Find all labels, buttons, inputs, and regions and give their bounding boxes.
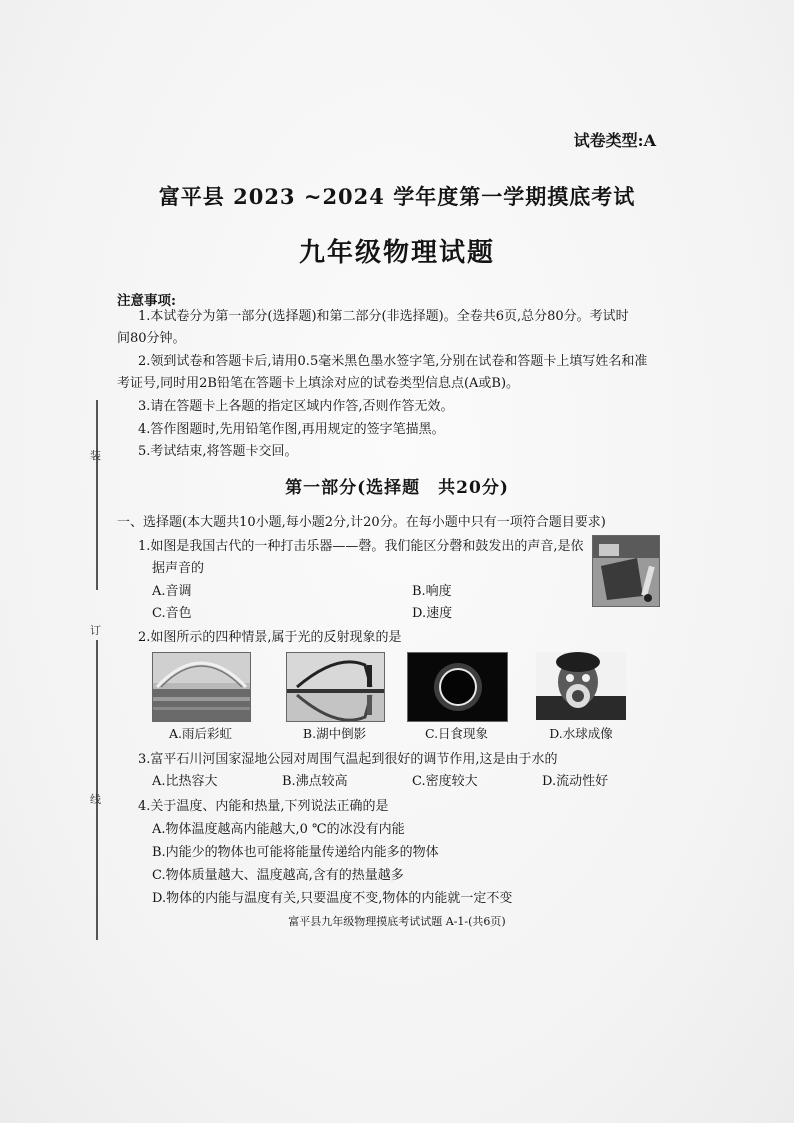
question-3-option-b: B.沸点较高 [282,774,348,789]
binding-line [96,640,98,940]
section-instruction: 一、选择题(本大题共10小题,每小题2分,计20分。在每小题中只有一项符合题目要求) [117,515,606,530]
question-3-option-c: C.密度较大 [412,774,478,789]
question-1-option-c: C.音色 [152,606,192,621]
note-line: 5.考试结束,将答题卡交回。 [138,444,298,459]
question-4-option-a: A.物体温度越高内能越大,0 ℃的冰没有内能 [152,822,405,837]
question-3-option-d: D.流动性好 [542,774,609,789]
question-2-caption-b: B.湖中倒影 [302,726,367,741]
question-4-option-b: B.内能少的物体也可能将能量传递给内能多的物体 [152,845,439,860]
question-3-option-a: A.比热容大 [152,774,218,789]
question-1-option-b: B.响度 [412,584,452,599]
question-1-stem: 据声音的 [152,561,205,576]
question-2-caption-c: C.日食现象 [424,726,489,741]
question-2-caption-a: A.雨后彩虹 [168,726,232,741]
notes-heading: 注意事项: [117,293,176,309]
water-ball-image [536,652,626,720]
note-line: 考证号,同时用2B铅笔在答题卡上填涂对应的试卷类型信息点(A或B)。 [117,376,520,391]
note-line: 1.本试卷分为第一部分(选择题)和第二部分(非选择题)。全卷共6页,总分80分。考试时 [138,309,629,324]
question-4-option-d: D.物体的内能与温度有关,只要温度不变,物体的内能就一定不变 [152,891,513,906]
paper-type: 试卷类型:A [573,131,656,150]
page-footer: 富平县九年级物理摸底考试试题 A-1-(共6页) [288,915,506,928]
section-title: 第一部分(选择题 共20分) [285,478,509,498]
lake-reflection-image [286,652,385,722]
note-line: 间80分钟。 [117,331,186,346]
page-title: 九年级物理试题 [298,238,495,268]
note-line: 2.领到试卷和答题卡后,请用0.5毫米黑色墨水签字笔,分别在试卷和答题卡上填写姓名和准 [138,354,648,369]
question-4-stem: 4.关于温度、内能和热量,下列说法正确的是 [138,799,389,814]
question-1-option-a: A.音调 [152,584,192,599]
note-line: 3.请在答题卡上各题的指定区域内作答,否则作答无效。 [138,399,454,414]
question-1-option-d: D.速度 [412,606,453,621]
binding-mark-xian: 线 [90,793,101,806]
binding-mark-ding: 订 [90,624,101,637]
question-2-caption-d: D.水球成像 [549,726,613,741]
binding-mark-zhuang: 装 [90,449,101,462]
question-2-stem: 2.如图所示的四种情景,属于光的反射现象的是 [138,630,402,645]
rainbow-image [152,652,251,722]
exam-title: 富平县 2023 ~2024 学年度第一学期摸底考试 [158,184,636,209]
question-4-option-c: C.物体质量越大、温度越高,含有的热量越多 [152,868,404,883]
solar-eclipse-image [407,652,508,722]
question-3-stem: 3.富平石川河国家湿地公园对周围气温起到很好的调节作用,这是由于水的 [138,752,558,767]
chime-stone-image [592,535,660,607]
question-1-stem: 1.如图是我国古代的一种打击乐器——磬。我们能区分磬和鼓发出的声音,是依 [138,539,584,554]
note-line: 4.答作图题时,先用铅笔作图,再用规定的签字笔描黑。 [138,422,445,437]
